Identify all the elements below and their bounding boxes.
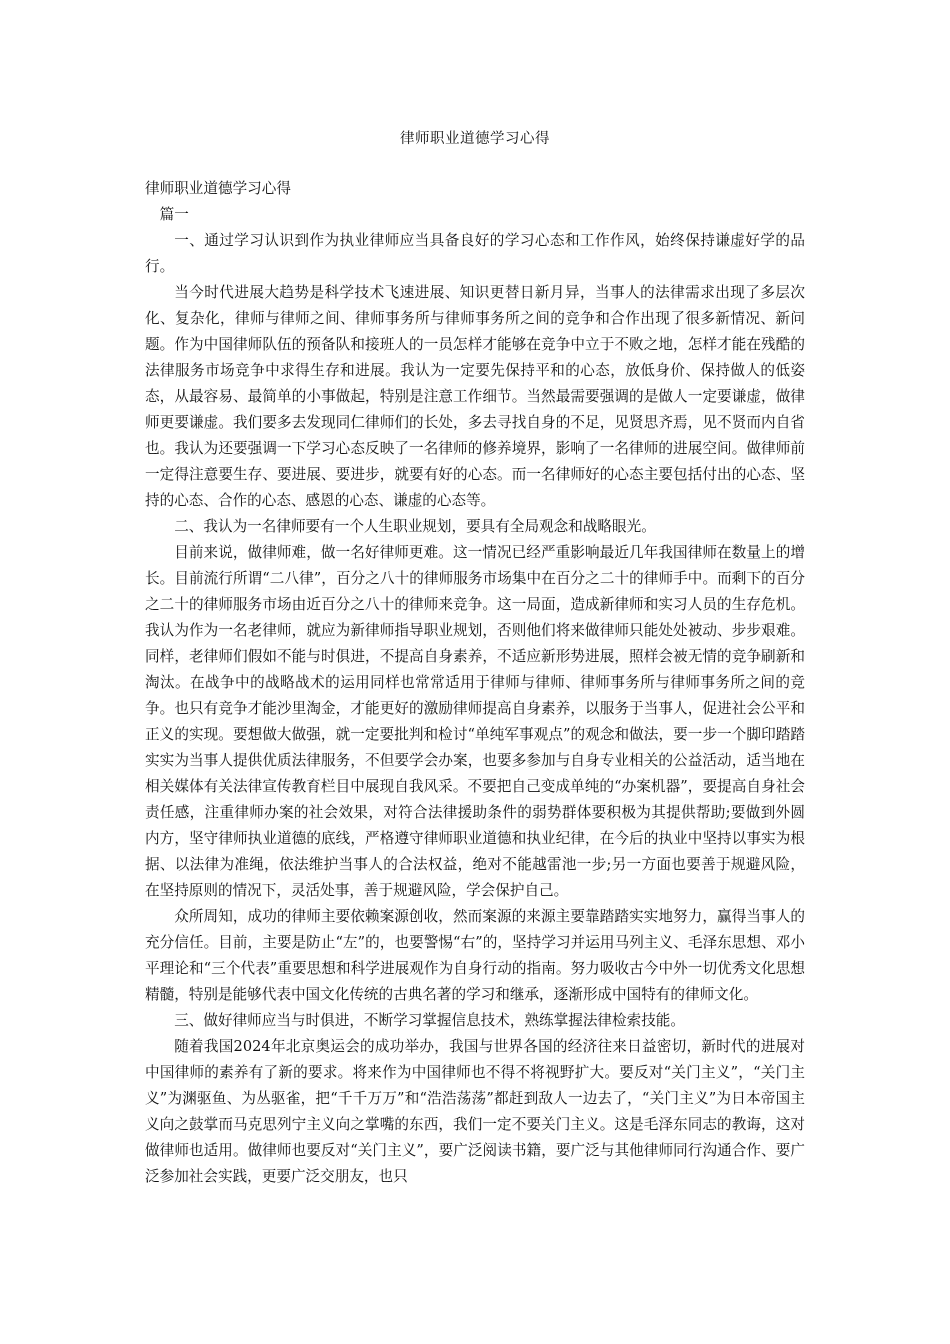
paragraph: 目前来说，做律师难，做一名好律师更难。这一情况已经严重影响最近几年我国律师在数量上的增长。目前流行所谓“二八律”，百分之八十的律师服务市场集中在百分之二十的律师手中。而剩下的百分之二十的律师服务市场由近百分之八十的律师来竞争。这一局面，造成新律师和实习人员的生存危机。我认为作为一名老律师，就应为新律师指导职业规划，否则他们将来做律师只能处处被动、步步艰难。同样，老律师们假如不能与时俱进，不提高自身素养，不适应新形势进展，照样会被无情的竞争刷新和淘汰。在战争中的战略战术的运用同样也常常适用于律师与律师、律师事务所与律师事务所之间的竞争。也只有竞争才能沙里淘金，才能更好的激励律师提高自身素养，以服务于当事人，促进社会公平和正义的实现。要想做大做强，就一定要批判和检讨“单纯军事观点”的观念和做法，要一步一个脚印踏踏实实为当事人提供优质法律服务，不但要学会办案，也要多参加与自身专业相关的公益活动，适当地在相关媒体有关法律宣传教育栏目中展现自我风采。不要把自己变成单纯的“办案机器”，要提高自身社会责任感，注重律师办案的社会效果，对符合法律援助条件的弱势群体要积极为其提供帮助;要做到外圆内方，坚守律师执业道德的底线，严格遵守律师职业道德和执业纪律，在今后的执业中坚持以事实为根据、以法律为准绳，依法维护当事人的合法权益，绝对不能越雷池一步;另一方面也要善于规避风险，在坚持原则的情况下，灵活处事，善于规避风险，学会保护自己。 [145, 544, 805, 899]
body-subtitle: 律师职业道德学习心得 [145, 180, 291, 197]
paragraph: 一、通过学习认识到作为执业律师应当具备良好的学习心态和工作作风，始终保持谦虚好学的品行。 [145, 232, 805, 275]
document-body [145, 176, 805, 1190]
section-label: 篇一 [159, 206, 189, 223]
document-title: 律师职业道德学习心得 [400, 131, 550, 147]
paragraph: 二、我认为一名律师要有一个人生职业规划，要具有全局观念和战略眼光。 [174, 518, 656, 535]
paragraph: 当今时代进展大趋势是科学技术飞速进展、知识更替日新月异，当事人的法律需求出现了多层次化、复杂化，律师与律师之间、律师事务所与律师事务所之间的竞争和合作出现了很多新情况、新问题。作为中国律师队伍的预备队和接班人的一员怎样才能够在竞争中立于不败之地，怎样才能在残酷的法律服务市场竞争中求得生存和进展。我认为一定要先保持平和的心态，放低身价、保持做人的低姿态，从最容易、最简单的小事做起，特别是注意工作细节。当然最需要强调的是做人一定要谦虚，做律师更要谦虚。我们要多去发现同仁律师们的长处，多去寻找自身的不足，见贤思齐焉，见不贤而内自省也。我认为还要强调一下学习心态反映了一名律师的修养境界，影响了一名律师的进展空间。做律师前一定得注意要生存、要进展、要进步，就要有好的心态。而一名律师好的心态主要包括付出的心态、坚持的心态、合作的心态、感恩的心态、谦虚的心态等。 [145, 284, 805, 509]
paragraph: 随着我国2024年北京奥运会的成功举办，我国与世界各国的经济往来日益密切，新时代的进展对中国律师的素养有了新的要求。将来作为中国律师也不得不将视野扩大。要反对“关门主义”，“关门主义”为渊驱鱼、为丛驱雀，把“千千万万”和“浩浩荡荡”都赶到敌人一边去了，“关门主义”为日本帝国主义向之鼓掌而马克思列宁主义向之掌嘴的东西，我们一定不要关门主义。这是毛泽东同志的教诲，这对做律师也适用。做律师也要反对“关门主义”，要广泛阅读书籍，要广泛与其他律师同行沟通合作、要广泛参加社会实践，更要广泛交朋友，也只 [145, 1038, 805, 1185]
paragraph: 众所周知，成功的律师主要依赖案源创收，然而案源的来源主要靠踏踏实实地努力，赢得当事人的充分信任。目前，主要是防止“左”的，也要警惕“右”的，坚持学习并运用马列主义、毛泽东思想、邓小平理论和“三个代表”重要思想和科学进展观作为自身行动的指南。努力吸收古今中外一切优秀文化思想精髓，特别是能够代表中国文化传统的古典名著的学习和继承，逐渐形成中国特有的律师文化。 [145, 908, 805, 1003]
paragraph: 三、做好律师应当与时俱进，不断学习掌握信息技术，熟练掌握法律检索技能。 [174, 1012, 685, 1029]
